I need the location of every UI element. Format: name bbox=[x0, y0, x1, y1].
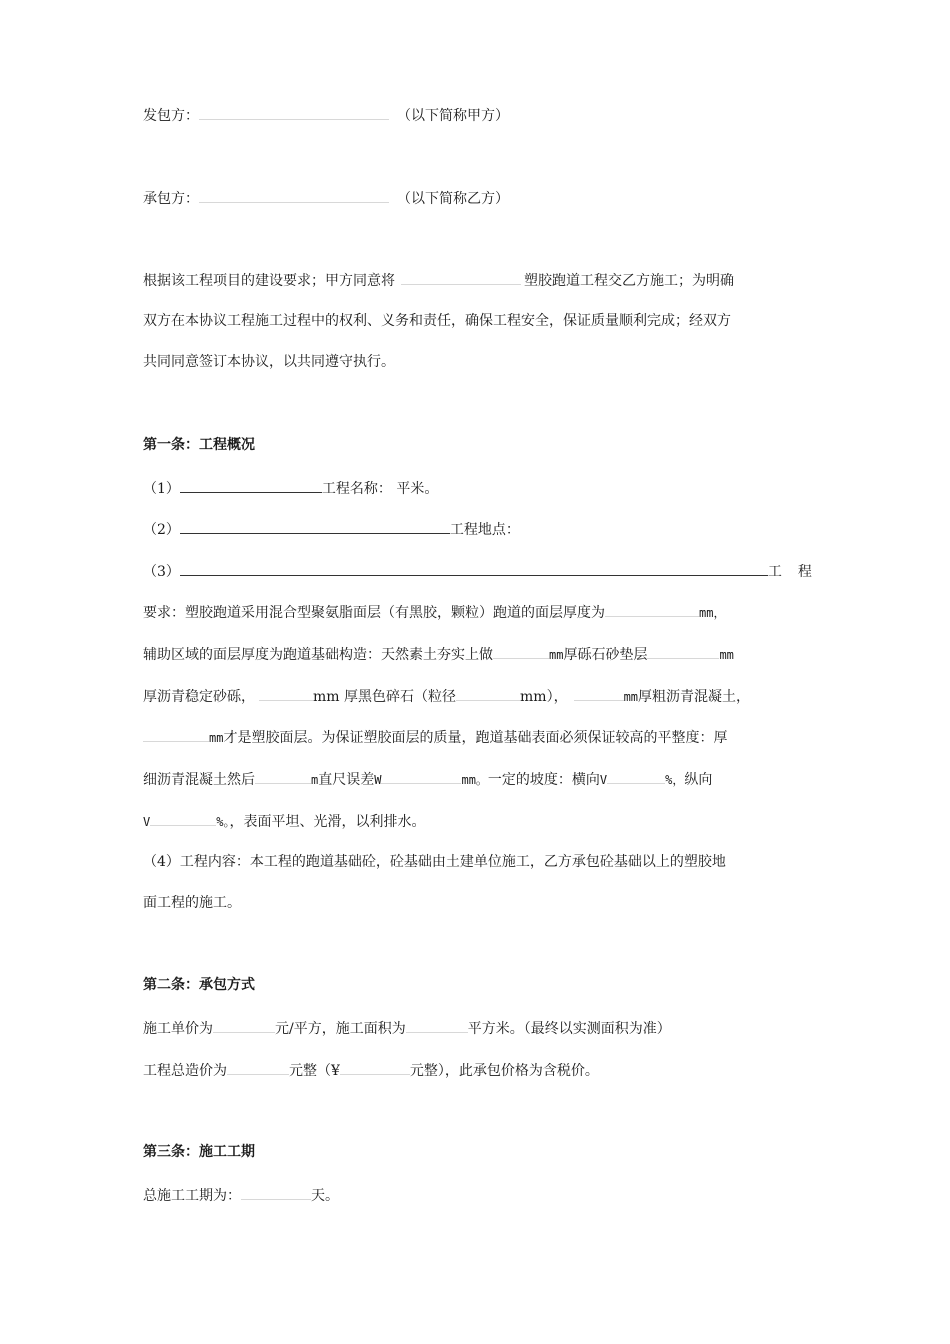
req-5-text-f: 一定的坡度：横向 bbox=[487, 772, 600, 788]
item-1-number: （1） bbox=[143, 481, 180, 497]
contractee-label: 承包方： bbox=[143, 191, 199, 207]
req-6-blank bbox=[150, 811, 216, 826]
req-5-symbol-v: V bbox=[599, 773, 608, 787]
item-2-blank bbox=[180, 519, 450, 534]
req-1-unit: mm， bbox=[699, 606, 726, 620]
item-2-line bbox=[143, 519, 520, 539]
req-2-unit-2: mm bbox=[719, 648, 734, 662]
project-name-blank bbox=[401, 270, 521, 285]
req-4-text-b: 才是塑胶面层。为保证塑胶面层的质量，跑道基础表面必须保证较高的平整度：厚 bbox=[223, 730, 728, 746]
req-5-unit-mm: mm。 bbox=[461, 773, 488, 787]
contractor-label: 发包方： bbox=[143, 108, 199, 124]
item-1-blank bbox=[180, 478, 322, 493]
req-3-blank-3 bbox=[574, 686, 624, 701]
req-line-4 bbox=[143, 727, 727, 747]
req-2-blank-1 bbox=[493, 644, 549, 659]
item-1-line bbox=[143, 478, 438, 498]
period-line bbox=[143, 1185, 339, 1205]
req-5-text-c: 直尺误差 bbox=[318, 772, 375, 788]
intro-text-a: 根据该工程项目的建设要求；甲方同意将 bbox=[143, 273, 395, 289]
item-1-text: 工程名称： 平米。 bbox=[321, 481, 439, 497]
unit-price-blank bbox=[213, 1018, 275, 1033]
req-1-blank bbox=[605, 602, 699, 617]
req-6-text-c: ，表面平坦、光滑，以利排水。 bbox=[229, 814, 426, 830]
period-text-a: 总施工工期为： bbox=[143, 1188, 241, 1204]
req-line-2 bbox=[143, 644, 734, 664]
contractee-suffix: （以下简称乙方） bbox=[397, 191, 509, 207]
req-5-text-i: 纵向 bbox=[684, 772, 713, 788]
req-6-symbol-v: V bbox=[143, 815, 151, 829]
unit-price-text-a: 施工单价为 bbox=[143, 1021, 213, 1037]
article-3-title: 第三条：施工工期 bbox=[143, 1144, 255, 1160]
total-price-blank bbox=[227, 1060, 289, 1075]
req-4-blank bbox=[143, 727, 209, 742]
unit-price-text-b: 元/平方，施工面积为 bbox=[275, 1021, 406, 1037]
req-3-text-a: 厚沥青稳定砂砾， bbox=[143, 689, 255, 705]
contractor-line bbox=[143, 105, 509, 125]
req-2-text-c: 厚砾石砂垫层 bbox=[563, 647, 648, 663]
unit-price-text-c: 平方米。（最终以实测面积为准） bbox=[467, 1021, 671, 1037]
total-price-text-b: 元整（¥ bbox=[289, 1063, 340, 1079]
intro-line-1 bbox=[143, 270, 734, 290]
req-3-text-e: 厚粗沥青混凝土， bbox=[638, 689, 751, 705]
item-3-line bbox=[143, 561, 812, 581]
period-blank bbox=[241, 1185, 311, 1200]
req-6-percent: %。 bbox=[216, 815, 230, 829]
total-price-line bbox=[143, 1060, 599, 1080]
item-3-blank bbox=[180, 561, 768, 576]
req-5-percent: %， bbox=[665, 773, 685, 787]
req-line-3 bbox=[143, 686, 750, 706]
req-3-text-c: mm）， bbox=[520, 689, 568, 705]
req-5-blank-2 bbox=[381, 769, 461, 784]
total-price-text-a: 工程总造价为 bbox=[143, 1063, 227, 1079]
contractor-blank bbox=[199, 105, 389, 120]
req-3-blank-1 bbox=[259, 686, 313, 701]
contractee-line bbox=[143, 188, 509, 208]
req-5-text-a: 细沥青混凝土然后 bbox=[143, 772, 255, 788]
req-3-unit: mm bbox=[623, 690, 639, 704]
req-4-unit: mm bbox=[209, 731, 224, 745]
req-5-unit-m: m bbox=[311, 773, 319, 787]
req-3-text-b: mm 厚黑色碎石（粒径 bbox=[313, 689, 457, 705]
contractor-suffix: （以下简称甲方） bbox=[397, 108, 509, 124]
total-price-text-c: 元整），此承包价格为含税价。 bbox=[409, 1063, 599, 1079]
req-5-blank-1 bbox=[255, 769, 311, 784]
article-2-title: 第二条：承包方式 bbox=[143, 977, 255, 993]
item-4-line-2: 面工程的施工。 bbox=[143, 895, 241, 911]
item-2-number: （2） bbox=[143, 522, 180, 538]
req-5-symbol-w: W bbox=[374, 773, 382, 787]
area-blank bbox=[406, 1018, 468, 1033]
req-2-blank-2 bbox=[647, 644, 719, 659]
period-text-b: 天。 bbox=[311, 1188, 339, 1204]
req-2-text-a: 辅助区域的面层厚度为跑道基础构造：天然素土夯实上做 bbox=[143, 647, 493, 663]
intro-text-b: 塑胶跑道工程交乙方施工；为明确 bbox=[524, 273, 734, 289]
intro-line-3: 共同同意签订本协议，以共同遵守执行。 bbox=[143, 354, 395, 370]
req-2-unit-1: mm bbox=[549, 648, 564, 662]
intro-line-2: 双方在本协议工程施工过程中的权利、义务和责任，确保工程安全，保证质量顺利完成；经双方 bbox=[143, 313, 731, 329]
req-3-blank-2 bbox=[456, 686, 520, 701]
total-price-figure-blank bbox=[340, 1060, 410, 1075]
item-2-text: 工程地点： bbox=[449, 522, 520, 538]
req-5-blank-3 bbox=[607, 769, 665, 784]
item-3-number: （3） bbox=[143, 564, 180, 580]
item-3-tail-b: 程 bbox=[797, 564, 812, 580]
item-3-tail-a: 工 bbox=[767, 564, 782, 580]
contractee-blank bbox=[199, 188, 389, 203]
req-line-5 bbox=[143, 769, 712, 789]
unit-price-line bbox=[143, 1018, 671, 1038]
req-line-1 bbox=[143, 602, 725, 622]
req-1-text-a: 要求：塑胶跑道采用混合型聚氨脂面层（有黑胶，颗粒）跑道的面层厚度为 bbox=[143, 605, 605, 621]
article-1-title: 第一条：工程概况 bbox=[143, 437, 255, 453]
req-line-6 bbox=[143, 811, 425, 831]
item-4-line-1: （4）工程内容：本工程的跑道基础砼，砼基础由土建单位施工，乙方承包砼基础以上的塑胶地 bbox=[143, 854, 726, 870]
